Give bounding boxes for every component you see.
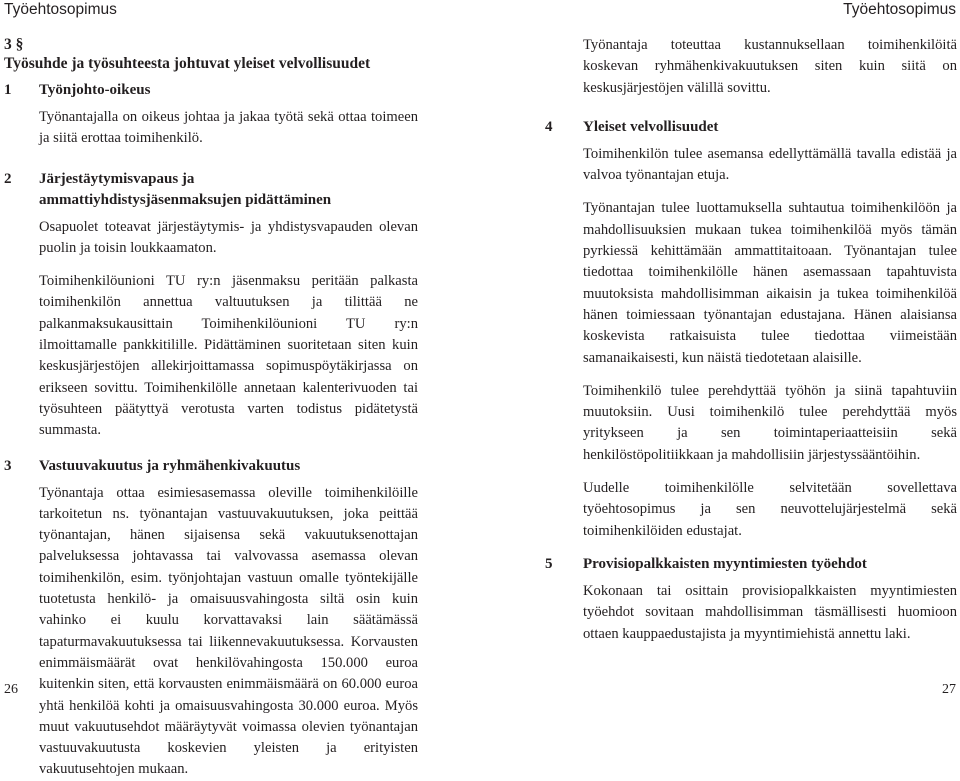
item-2-paragraph-2: Toimihenkilöunioni TU ry:n jäsenmaksu peritään palkasta toimihenkilön annettua valtuutuksen ja tilittää ne palkanmaksukausittain Toimihenkilöunioni TU ry:n ilmoittamalle pankkitilille. Pidättäminen suoritetaan siten kuin keskusjärjestöjen allekirjoittamassa sopimuspöytäkirjassa on erikseen sovittu. Toimihenkilölle annetaan kalenterivuoden tai työsuhteen päätyttyä verotusta varten todistus pidätetystä summasta. [39,273,418,439]
item-4-paragraph-1: Toimihenkilön tulee asemansa edellyttämällä tavalla edistää ja valvoa työnantajan etuja. [583,145,957,184]
item-4-paragraph-3: Toimihenkilö tulee perehdyttää työhön ja siinä tapahtuviin muutoksiin. Uusi toimihenkilö tulee perehdyttää myös yritykseen ja sen toimintaperiaatteisiin sekä henkilöstöpolitiikkaan ja mahdollisiin järjestyssääntöihin. [583,382,957,463]
item-4-number: 4 [545,118,553,135]
item-4 [545,117,957,542]
item-3 [4,456,418,781]
item-3-heading: Vastuuvakuutus ja ryhmähenkivakuutus [39,457,301,474]
item-1 [4,80,418,150]
item-3-paragraph-2: Työnantaja toteuttaa kustannuksellaan toimihenkilöitä koskevan ryhmähenkivakuutuksen siten kuin siitä on keskusjärjestöjen välillä sovittu. [583,37,957,96]
item-2 [4,169,418,442]
item-5-heading: Provisiopalkkaisten myyntimiesten työehdot [583,555,867,572]
item-5 [545,554,957,645]
item-1-heading: Työnjohto-oikeus [39,82,151,98]
right-page-column [545,35,957,645]
header-title-right: Työehtosopimus [843,1,956,18]
item-1-paragraph: Työnantajalla on oikeus johtaa ja jakaa työtä sekä ottaa toimeen ja siitä erottaa toimihenkilö. [39,109,418,147]
item-2-number: 2 [4,170,12,187]
item-2-paragraph-1: Osapuolet toteavat järjestäytymis- ja yhdistysvapauden olevan puolin ja toisin loukkaamaton. [39,218,418,256]
item-4-heading: Yleiset velvollisuudet [583,118,719,135]
item-5-paragraph: Kokonaan tai osittain provisiopalkkaisten myyntimiesten työehdot sovitaan mahdollisimman täsmällisesti huomioon ottaen kauppaedustajista ja myyntimiehistä annettu laki. [583,582,957,642]
item-1-number: 1 [4,82,12,98]
page-number-right: 27 [942,682,956,697]
item-3-paragraph-1: Työnantaja ottaa esimiesasemassa oleville toimihenkilöille tarkoitetun ns. työnantajan vastuuvakuutuksen, joka peittää työnantajan, hänen sijaisensa sekä vakuutuksenottajan palveluksessa johtavassa tai valvovassa asemassa olevan toimihenkilön, esim. työnjohtajan vastuun omalle työntekijälle tuotetusta henkilö- ja omaisuusvahingosta siltä osin kuin vahinko ei kuulu korvattavaksi lain säätämässä tapaturmavakuutuksessa tai liikennevakuutuksessa. Korvausten enimmäismäärät ovat henkilövahingosta 150.000 euroa kuitenkin siten, että korvausten enimmäismäärä on 60.000 euroa yhtä henkilöä kohti ja omaisuusvahingosta 30.000 euroa. Myös muut vakuutusehdot määräytyvät voimassa olevien työnantajan vastuuvakuutusta koskevien yleisten ja erityisten vakuutusehtojen mukaan. [39,484,418,778]
item-4-paragraph-2: Työnantajan tulee luottamuksella suhtautua toimihenkilöön ja mahdollisuuksien mukaan tukea toimihenkilöä myös tämän pyrkiessä kehittämään ammattitaitoaan. Työnantajan tulee tiedottaa toimihenkilölle hänen asemassaan tapahtuvista muutoksista mahdollisimman aikaisin ja tukea toimihenkilöä hänen toimiessaan työnantajan edustajana. Hänen alaisiansa koskevista ratkaisuista tulee tiedottaa viimeistään samanaikaisesti, kun näistä tiedotetaan alaisille. [583,200,957,366]
item-2-heading: Järjestäytymisvapaus ja ammattiyhdistysjäsenmaksujen pidättäminen [39,170,332,208]
item-3-number: 3 [4,457,12,474]
section-title: Työsuhde ja työsuhteesta johtuvat yleiset velvollisuudet [4,55,371,72]
section-number: 3 § [4,36,24,53]
left-page-column [4,35,418,781]
header-title-left: Työehtosopimus [4,1,117,18]
page-number-left: 26 [4,682,18,697]
item-5-number: 5 [545,555,553,572]
item-4-paragraph-4: Uudelle toimihenkilölle selvitetään sovellettava työehtosopimus ja sen neuvottelujärjestelmä sekä toimihenkilöiden edustajat. [583,480,957,539]
